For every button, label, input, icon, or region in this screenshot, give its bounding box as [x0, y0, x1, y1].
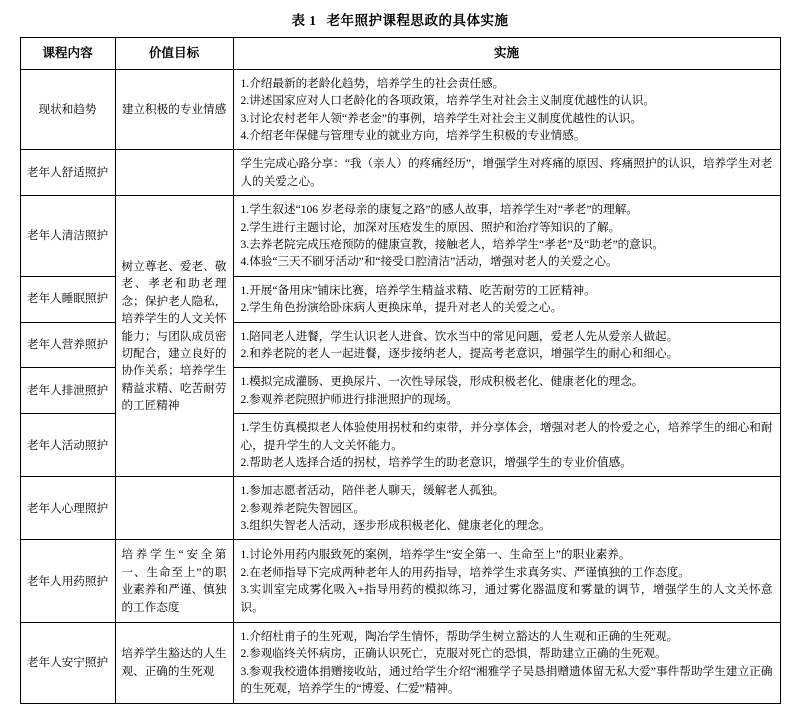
implementation-line: 2.和养老院的老人一起进餐，逐步接纳老人，提高考老意识，增强学生的耐心和细心。: [240, 346, 679, 360]
value-goal-cell: 培养学生豁达的人生观、正确的生死观: [115, 623, 233, 704]
implementation-line: 2.参观临终关怀病房，正确认识死亡，克服对死亡的恐惧，帮助建立正确的生死观。: [240, 647, 667, 661]
implementation-cell: [233, 540, 780, 623]
value-goal-cell: [115, 150, 233, 196]
curriculum-table: [20, 37, 781, 704]
table-caption: [0, 0, 800, 37]
course-content-cell: 老年人活动照护: [20, 414, 115, 477]
implementation-line: 1.陪同老人进餐，学生认识老人进食、饮水当中的常见问题，爱老人先从爱亲人做起。: [240, 329, 679, 343]
implementation-cell: [233, 623, 780, 704]
table-row: [20, 477, 780, 540]
course-content-cell: 老年人排泄照护: [20, 368, 115, 414]
header-course-content: 课程内容: [20, 38, 115, 70]
table-body: [20, 69, 780, 703]
implementation-cell: [233, 477, 780, 540]
table-row: [20, 540, 780, 623]
header-value-goal: 价值目标: [115, 38, 233, 70]
course-content-cell: 老年人安宁照护: [20, 623, 115, 704]
implementation-line: 1.介绍最新的老龄化趋势，培养学生的社会责任感。: [240, 76, 505, 90]
implementation-line: 1.模拟完成灌肠、更换尿片、一次性导尿袋，形成积极老化、健康老化的理念。: [240, 375, 644, 389]
implementation-cell: [233, 368, 780, 414]
implementation-line: 2.参观养老院失智园区。: [240, 501, 366, 515]
implementation-line: 2.学生角色扮演给卧床病人更换床单，提升对老人的关爱之心。: [240, 301, 563, 315]
implementation-line: 3.组织失智老人活动，逐步形成积极老化、健康老化的理念。: [240, 519, 551, 533]
value-goal-cell: 树立尊老、爱老、敬老、孝老和助老理念；保护老人隐私，培养学生的人文关怀能力；与团队成员密切配合，建立良好的协作关系；培养学生精益求精、吃苦耐劳的工匠精神: [115, 196, 233, 477]
value-goal-cell: [115, 477, 233, 540]
implementation-line: 2.在老师指导下完成两种老年人的用药指导，培养学生求真务实、严谨慎独的工作态度。: [240, 565, 690, 579]
course-content-cell: 现状和趋势: [20, 69, 115, 150]
implementation-cell: [233, 322, 780, 368]
header-implementation: 实施: [233, 38, 780, 70]
course-content-cell: 老年人心理照护: [20, 477, 115, 540]
implementation-line: 1.学生叙述“106 岁老母亲的康复之路”的感人故事，培养学生对“孝老”的理解。: [240, 203, 638, 217]
course-content-cell: 老年人舒适照护: [20, 150, 115, 196]
value-goal-cell: 培养学生“安全第一、生命至上”的职业素养和严谨、慎独的工作态度: [115, 540, 233, 623]
implementation-line: 1.开展“备用床”铺床比赛，培养学生精益求精、吃苦耐劳的工匠精神。: [240, 283, 596, 297]
implementation-line: 3.去养老院完成压疮预防的健康宣教，接触老人，培养学生“孝老”及“助老”的意识。: [240, 238, 664, 252]
table-row: [20, 69, 780, 150]
implementation-line: 2.参观养老院照护师进行排泄照护的现场。: [240, 392, 458, 406]
implementation-line: 1.讨论外用药内服致死的案例，培养学生“安全第一、生命至上”的职业素养。: [240, 548, 631, 562]
course-content-cell: 老年人睡眠照护: [20, 276, 115, 322]
table-header-row: [20, 38, 780, 70]
implementation-cell: [233, 150, 780, 196]
course-content-cell: 老年人营养照护: [20, 322, 115, 368]
table-row: [20, 196, 780, 277]
implementation-cell: [233, 414, 780, 477]
implementation-cell: [233, 276, 780, 322]
implementation-line: 3.实训室完成雾化吸入+指导用药的模拟练习，通过雾化器温度和雾量的调节，增强学生的人文关怀意识。: [240, 583, 773, 614]
course-content-cell: 老年人清洁照护: [20, 196, 115, 277]
implementation-line: 2.讲述国家应对人口老龄化的各项政策，培养学生对社会主义制度优越性的认识。: [240, 94, 655, 108]
table-row: [20, 623, 780, 704]
implementation-line: 1.学生仿真模拟老人体验使用拐杖和约束带，并分享体会，增强对老人的怜爱之心，培养学生的细心和耐心，提升学生的人文关怀能力。: [240, 421, 773, 452]
implementation-line: 3.参观我校遗体捐赠接收站，通过给学生介绍“湘雅学子吴恳捐赠遗体留无私大爱”事件帮助学生建立正确的生死观，培养学生的“博爱、仁爱”精神。: [240, 664, 773, 696]
table-row: [20, 150, 780, 196]
value-goal-cell: 建立积极的专业情感: [115, 69, 233, 150]
implementation-cell: [233, 69, 780, 150]
implementation-line: 4.介绍老年保健与管理专业的就业方向，培养学生积极的专业情感。: [240, 129, 586, 143]
table-title: 老年照护课程思政的具体实施: [326, 13, 509, 28]
implementation-line: 4.体验“三天不刷牙活动”和“接受口腔清洁”活动，增强对老人的关爱之心。: [240, 255, 618, 269]
table-number: 表 1: [291, 13, 317, 28]
implementation-cell: [233, 196, 780, 277]
implementation-line: 学生完成心路分享：“我（亲人）的疼痛经历”，增强学生对疼痛的原因、疼痛照护的认识，培养学生对老人的关爱之心。: [240, 157, 773, 188]
implementation-line: 2.帮助老人选择合适的拐杖，培养学生的助老意识，增强学生的专业价值感。: [240, 455, 632, 469]
implementation-line: 1.参加志愿者活动，陪伴老人聊天，缓解老人孤独。: [240, 484, 505, 498]
implementation-line: 3.讨论农村老年人领“养老金”的事例，培养学生对社会主义制度优越性的认识。: [240, 111, 643, 125]
implementation-line: 2.学生进行主题讨论，加深对压疮发生的原因、照护和治疗等知识的了解。: [240, 220, 621, 234]
implementation-line: 1.介绍杜甫子的生死观，陶冶学生情怀，帮助学生树立豁达的人生观和正确的生死观。: [240, 630, 679, 644]
course-content-cell: 老年人用药照护: [20, 540, 115, 623]
